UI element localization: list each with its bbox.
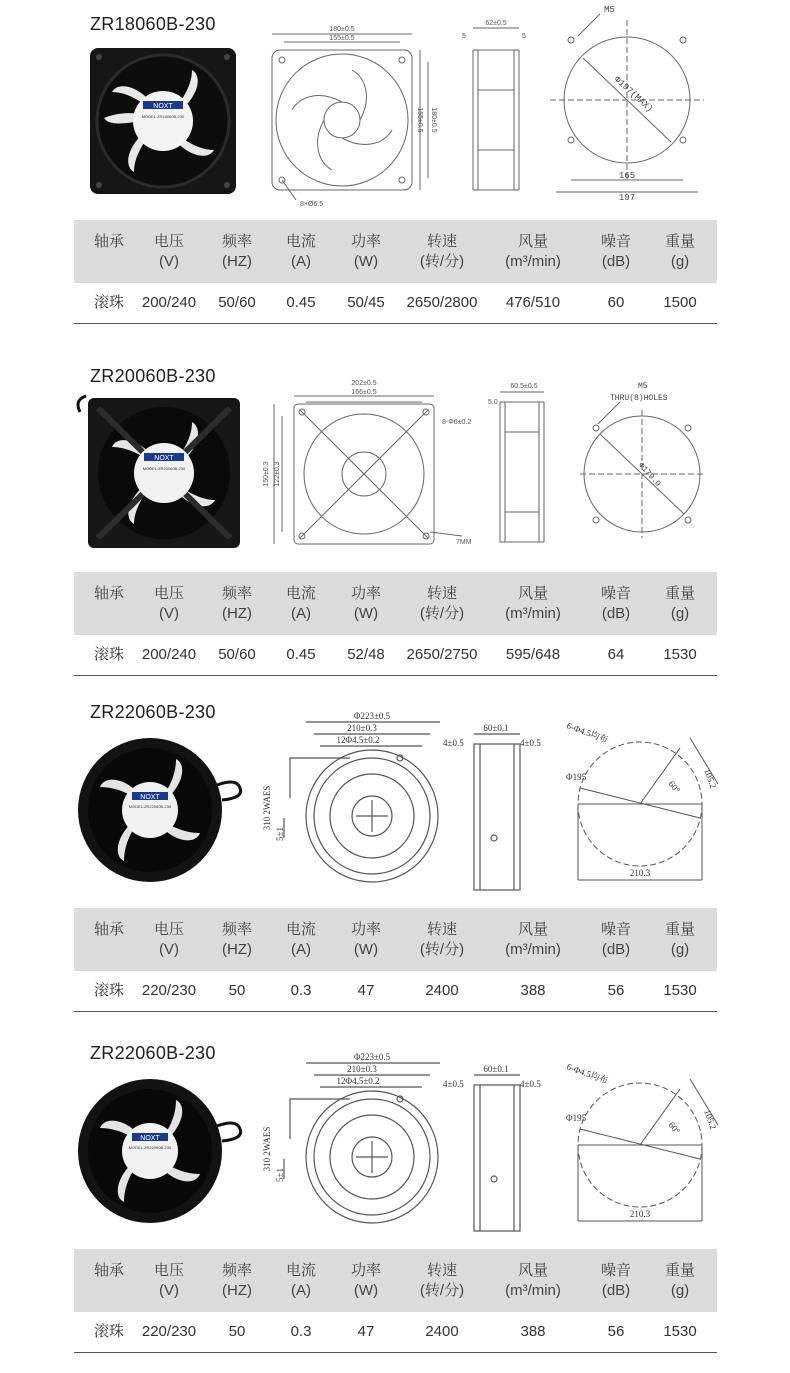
dim-depth: 60.5±0.5 [510,383,538,390]
hole-pattern-drawing [578,738,718,880]
value-noise: 60 [607,294,625,311]
dim-c: 12Φ4.5±0.2 [336,1076,380,1086]
dim-flange: 4±0.5 [443,1079,464,1089]
dim-hole: 8-Φ6±0.2 [442,419,472,426]
dim-lead-2: 5±1 [275,1168,285,1182]
dim-side-h2: 155±0.5 [416,107,423,133]
dim-angle: 60° [666,778,683,795]
header-noise: 噪音 (dB) [600,921,631,958]
dim-thread-note: THRU(8)HOLES [610,394,668,403]
dim-c: 12Φ4.5±0.2 [336,735,380,745]
header-airflow: 风量 (m³/min) [505,585,561,622]
value-noise: 56 [607,982,625,999]
value-noise: 64 [607,646,625,663]
value-current: 0.3 [290,982,312,999]
dim-holes: 6-Φ4.5均布 [565,1061,610,1086]
model-title: ZR20060B-230 [90,366,216,386]
dim-angle: 60° [666,1119,683,1136]
value-current: 0.45 [286,294,316,311]
hole-pattern-drawing [578,1079,718,1221]
product-block-4 [0,1029,790,1359]
value-speed: 2650/2800 [406,294,478,311]
dim-depth: 62±0.5 [485,20,507,27]
spec-table-row [74,1312,717,1353]
hole-pattern-drawing [550,14,704,192]
front-drawing [284,722,440,882]
header-bearing: 轴承 [93,233,124,250]
dim-flange: 4±0.5 [443,738,464,748]
header-power: 功率 (W) [350,233,381,270]
header-weight: 重量 (g) [664,233,695,270]
dim-105: 105.2 [702,1108,719,1131]
value-power: 47 [357,1323,375,1340]
header-power: 功率 (W) [350,1262,381,1299]
header-voltage: 电压 (V) [153,585,184,622]
header-current: 电流 (A) [285,1262,316,1299]
value-power: 50/45 [347,294,385,311]
value-voltage: 220/230 [141,1323,197,1340]
fan-label-model: MODEL:ZR22060B-230 [128,804,172,809]
value-noise: 56 [607,1323,625,1340]
value-airflow: 388 [520,982,546,999]
dim-b: 210±0.3 [347,723,377,733]
header-bearing: 轴承 [93,1262,124,1279]
product-drawings [0,352,790,567]
value-bearing: 滚珠 [93,646,124,663]
fan-photo [90,48,236,194]
product-drawings [0,1029,790,1244]
dim-diameter: Φ197(MAX) [611,74,655,115]
value-weight: 1530 [663,646,697,663]
header-bearing: 轴承 [93,921,124,938]
header-frequency: 频率 (HZ) [221,921,252,958]
dim-b: 166±0.5 [351,389,377,396]
header-noise: 噪音 (dB) [600,1262,631,1299]
product-drawings [0,0,790,215]
value-current: 0.45 [286,646,316,663]
dim-flange-right: 4±0.5 [520,738,541,748]
value-current: 0.3 [290,1323,312,1340]
product-block-3 [0,688,790,1018]
dim-diameter: Φ179.0 [636,461,663,489]
fan-photo [78,738,241,882]
dim-b: 210±0.3 [347,1064,377,1074]
dim-pitch: 210.3 [629,1209,651,1219]
value-weight: 1530 [663,1323,697,1340]
value-frequency: 50 [228,982,246,999]
header-noise: 噪音 (dB) [600,585,631,622]
product-drawings [0,688,790,903]
fan-brand: NOXT [153,103,173,110]
header-frequency: 频率 (HZ) [221,585,252,622]
header-speed: 转速 (转/分) [419,921,465,958]
header-power: 功率 (W) [350,585,381,622]
spec-table-header [74,908,717,971]
value-airflow: 476/510 [505,294,561,311]
value-power: 52/48 [347,646,385,663]
dim-lead: 310 2WAES [262,1126,272,1172]
fan-brand: NOXT [140,1135,160,1142]
header-airflow: 风量 (m³/min) [505,921,561,958]
spec-table-row [74,635,717,676]
fan-label-model: MODEL:ZR20060B-230 [142,466,186,471]
dim-flange: 5.0 [488,399,498,406]
header-frequency: 频率 (HZ) [221,1262,252,1299]
value-bearing: 滚珠 [93,294,124,311]
value-airflow: 595/648 [505,646,561,663]
dim-diameter: Φ195 [566,772,587,782]
model-title: ZR22060B-230 [90,702,216,722]
value-frequency: 50/60 [218,646,256,663]
header-voltage: 电压 (V) [153,921,184,958]
dim-depth: 60±0.1 [483,723,509,733]
dim-a: 202±0.5 [351,380,377,387]
value-bearing: 滚珠 [93,1323,124,1340]
value-speed: 2400 [425,982,459,999]
side-drawing [474,1075,520,1231]
value-airflow: 388 [520,1323,546,1340]
dim-pitch: 165 [618,171,636,181]
dim-thread: M5 [604,5,615,15]
value-bearing: 滚珠 [93,982,124,999]
dim-side-h: 180±0.5 [430,107,437,133]
header-noise: 噪音 (dB) [600,233,631,270]
fan-photo [78,1079,241,1223]
header-frequency: 频率 (HZ) [221,233,252,270]
product-block-2 [0,352,790,682]
dim-wire: 7MM [456,539,472,546]
dim-lead: 310 2WAES [262,785,272,831]
dim-pitch: 210.3 [629,868,651,878]
model-title: ZR18060B-230 [90,14,216,34]
dim-a: 180±0.5 [329,26,355,33]
header-weight: 重量 (g) [664,585,695,622]
value-speed: 2400 [425,1323,459,1340]
fan-photo [78,396,240,548]
header-speed: 转速 (转/分) [419,233,465,270]
value-frequency: 50/60 [218,294,256,311]
front-drawing [272,34,428,200]
value-speed: 2650/2750 [406,646,478,663]
spec-table-header [74,1249,717,1312]
dim-hole: 8×Ø6.5 [300,201,324,208]
fan-brand: NOXT [140,794,160,801]
side-drawing [473,28,519,190]
dim-b: 155±0.5 [329,35,355,42]
spec-table-header [74,572,717,635]
dim-a: Φ223±0.5 [353,711,391,721]
header-current: 电流 (A) [285,921,316,958]
product-block-1 [0,0,790,330]
header-airflow: 风量 (m³/min) [505,233,561,270]
spec-table-row [74,283,717,324]
dim-flange-right: 5 [522,33,526,40]
header-current: 电流 (A) [285,233,316,270]
header-voltage: 电压 (V) [153,233,184,270]
dim-105: 105.2 [702,767,719,790]
side-drawing [500,392,544,542]
header-airflow: 风量 (m³/min) [505,1262,561,1299]
dim-a: Φ223±0.5 [353,1052,391,1062]
dim-side-h2: 122±0.3 [274,461,281,487]
value-weight: 1530 [663,982,697,999]
value-voltage: 200/240 [141,294,197,311]
fan-label-model: MODEL:ZR22060B-230 [128,1145,172,1150]
front-drawing [274,396,462,544]
header-weight: 重量 (g) [664,1262,695,1299]
side-drawing [474,734,520,890]
dim-lead-2: 5±1 [275,827,285,841]
header-bearing: 轴承 [93,585,124,602]
model-title: ZR22060B-230 [90,1043,216,1063]
header-speed: 转速 (转/分) [419,585,465,622]
header-voltage: 电压 (V) [153,1262,184,1299]
value-frequency: 50 [228,1323,246,1340]
fan-brand: NOXT [154,455,174,462]
dim-diameter: Φ195 [566,1113,587,1123]
value-voltage: 220/230 [141,982,197,999]
spec-table-row [74,971,717,1012]
fan-label-model: MODEL:ZR18060B-230 [141,114,185,119]
spec-table-header [74,220,717,283]
dim-flange-right: 4±0.5 [520,1079,541,1089]
dim-flange: 5 [462,33,466,40]
value-weight: 1500 [663,294,697,311]
dim-depth: 60±0.1 [483,1064,509,1074]
value-voltage: 200/240 [141,646,197,663]
dim-holes: 6-Φ4.5均布 [565,720,610,745]
header-current: 电流 (A) [285,585,316,622]
value-power: 47 [357,982,375,999]
dim-side-h: 150±0.3 [263,461,270,487]
front-drawing [284,1063,440,1223]
header-speed: 转速 (转/分) [419,1262,465,1299]
dim-width: 197 [618,193,636,203]
header-weight: 重量 (g) [664,921,695,958]
header-power: 功率 (W) [350,921,381,958]
dim-thread: M5 [638,382,648,391]
